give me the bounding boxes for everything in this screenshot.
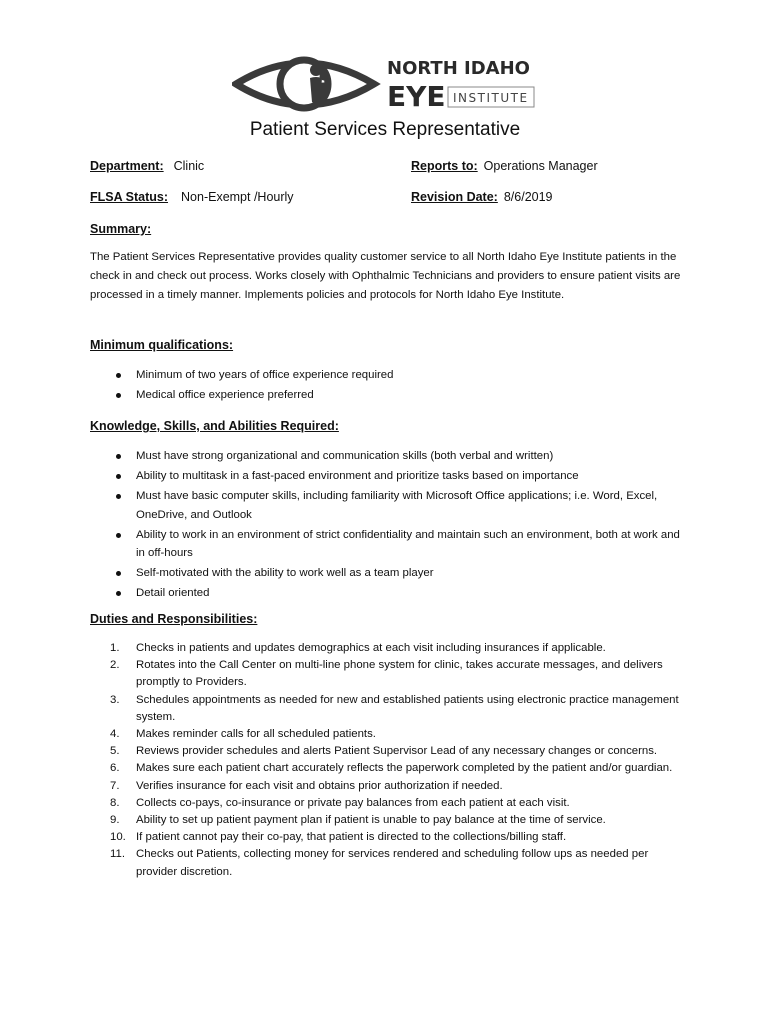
list-item [90,692,690,726]
list-number: 4. [110,728,120,741]
list-item: Must have basic computer skills, including familiarity with Microsoft Office applications; i.e. Word, Excel, OneDrive, and Outlook [90,487,690,524]
north-idaho-eye-institute-logo [232,46,542,118]
summary-heading: Summary: [90,222,152,236]
list-number: 8. [110,796,120,809]
list-text: Schedules appointments as needed for new and established patients using electronic practice management system. [136,693,679,723]
list-text: If patient cannot pay their co-pay, that patient is directed to the collections/billing staff. [136,831,567,844]
flsa-label: FLSA Status: [90,190,169,204]
list-item [90,778,690,795]
logo-line2: EYE [387,80,446,113]
reports-to-label: Reports to: [411,159,478,173]
min-qualifications-list [90,366,690,406]
list-text: Checks in patients and updates demographics at each visit including insurances if applicable. [136,642,606,654]
revision-date-value: 8/6/2019 [503,190,553,204]
list-number: 9. [110,814,120,827]
list-number: 6. [110,762,120,775]
revision-date-field [411,190,553,204]
list-item [90,795,690,812]
department-value: Clinic [173,159,205,173]
ksa-heading: Knowledge, Skills, and Abilities Required: [90,419,339,433]
list-item: Detail oriented [90,584,690,603]
list-text: Makes reminder calls for all scheduled patients. [136,728,376,741]
list-text: Checks out Patients, collecting money for services rendered and scheduling follow ups as needed per provider discretion. [136,848,649,878]
list-number: 10. [110,831,126,844]
list-item [90,726,690,743]
summary-text: The Patient Services Representative provides quality customer service to all North Idaho Eye Institute patients in the check in and check out process. Works closely with Ophthalmic Technicians and providers to ensure patient visits are processed in a timely manner. Implements policies and protocols for North Idaho Eye Institute. [90,251,681,301]
list-item [90,760,690,777]
list-item: Self-motivated with the ability to work well as a team player [90,564,690,583]
department-field [90,159,204,173]
duties-heading: Duties and Responsibilities: [90,612,258,626]
reports-to-value: Operations Manager [483,159,598,173]
list-item [90,640,690,657]
list-item [90,743,690,760]
list-item: Minimum of two years of office experience required [90,366,690,385]
list-text: Makes sure each patient chart accurately reflects the paperwork completed by the patient and/or guardian. [136,762,673,775]
flsa-value: Non-Exempt /Hourly [181,190,294,204]
list-item [90,829,690,846]
list-number: 2. [110,659,120,672]
list-number: 5. [110,745,120,758]
list-item [90,657,690,691]
list-text: Verifies insurance for each visit and obtains prior authorization if needed. [136,779,503,792]
list-item [90,812,690,829]
revision-date-label: Revision Date: [411,190,498,204]
department-label: Department: [90,159,164,173]
list-text: Reviews provider schedules and alerts Patient Supervisor Lead of any necessary changes or concerns. [136,745,658,758]
list-item [90,846,690,880]
list-number: 11. [110,848,125,861]
logo-line3: INSTITUTE [453,91,529,105]
list-item: Ability to multitask in a fast-paced environment and prioritize tasks based on importance [90,467,690,486]
list-item: Must have strong organizational and communication skills (both verbal and written) [90,447,690,466]
duties-list [90,640,690,881]
list-text: Rotates into the Call Center on multi-line phone system for clinic, takes accurate messages, and delivers promptly to Providers. [136,659,663,689]
ksa-list [90,447,690,604]
document-title: Patient Services Representative [249,119,521,140]
logo-line1: NORTH IDAHO [387,58,530,79]
flsa-field [90,190,294,204]
min-qualifications-heading: Minimum qualifications: [90,338,234,352]
list-number: 1. [110,642,120,654]
reports-to-field [411,159,598,173]
list-number: 7. [110,779,120,792]
list-text: Ability to set up patient payment plan if patient is unable to pay balance at the time of service. [136,814,606,827]
list-item: Ability to work in an environment of strict confidentiality and maintain such an environment, both at work and in off-hours [90,526,690,563]
list-item: Medical office experience preferred [90,386,690,405]
list-number: 3. [110,693,120,706]
list-text: Collects co-pays, co-insurance or private pay balances from each patient at each visit. [136,796,570,809]
